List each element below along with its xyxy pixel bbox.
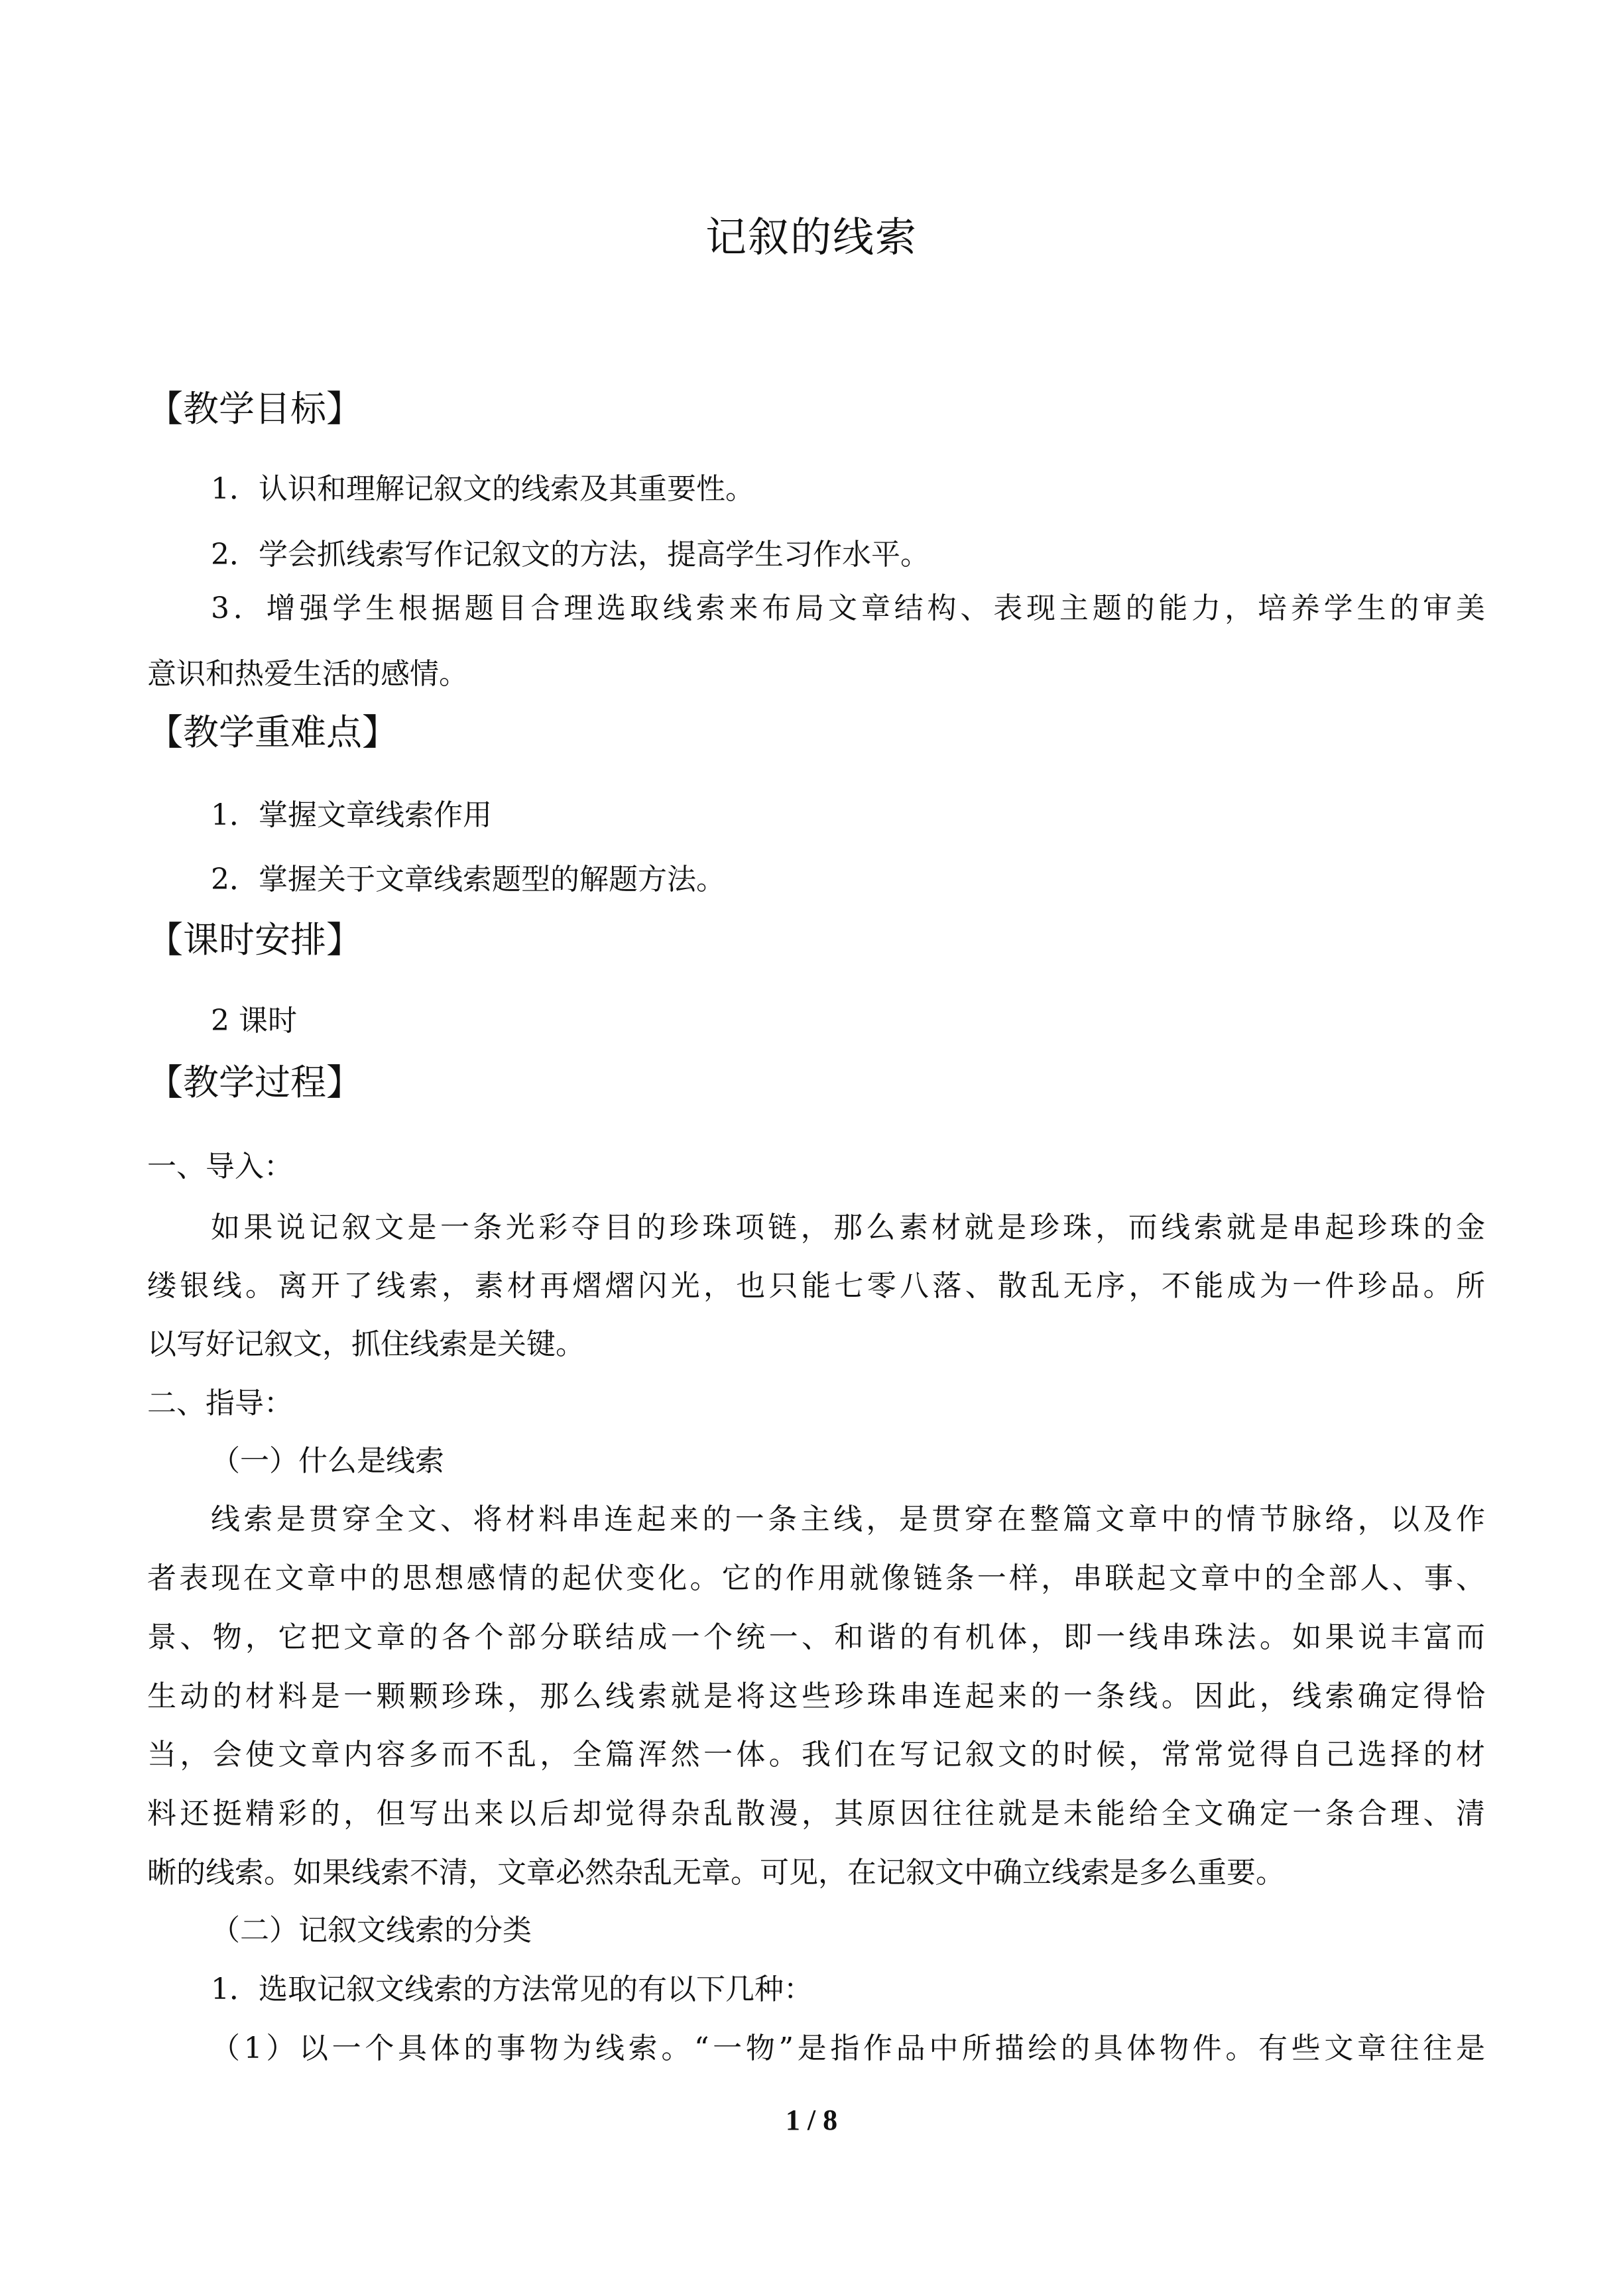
sub1-line-4: 生动的材料是一颗颗珍珠，那么线索就是将这些珍珠串连起来的一条线。因此，线索确定得恰 (147, 1679, 1485, 1713)
heading-key-points: 【教学重难点】 (147, 711, 398, 753)
sub2-item-1: 1．选取记叙文线索的方法常见的有以下几种： (211, 1972, 813, 2006)
key-point-item-1: 1．掌握文章线索作用 (211, 798, 492, 832)
schedule-text: 2 课时 (211, 1004, 297, 1038)
heading-objectives: 【教学目标】 (147, 388, 362, 430)
sub1-line-1: 线索是贯穿全文、将材料串连起来的一条主线，是贯穿在整篇文章中的情节脉络，以及作 (211, 1502, 1485, 1536)
key-point-item-2: 2．掌握关于文章线索题型的解题方法。 (211, 863, 725, 896)
intro-line-1: 如果说记叙文是一条光彩夺目的珍珠项链，那么素材就是珍珠，而线索就是串起珍珠的金 (211, 1211, 1485, 1244)
objective-item-3-continued: 意识和热爱生活的感情。 (147, 657, 468, 691)
intro-label: 一、导入： (147, 1150, 293, 1183)
sub1-line-5: 当，会使文章内容多而不乱，全篇浑然一体。我们在写记叙文的时候，常常觉得自己选择的材 (147, 1738, 1485, 1772)
subsection-1-label: （一）什么是线索 (211, 1444, 444, 1478)
subsection-2-label: （二）记叙文线索的分类 (211, 1913, 532, 1947)
sub1-line-7: 晰的线索。如果线索不清，文章必然杂乱无章。可见，在记叙文中确立线索是多么重要。 (147, 1856, 1285, 1890)
page-number: 1 / 8 (785, 2104, 838, 2136)
objective-item-3: 3．增强学生根据题目合理选取线索来布局文章结构、表现主题的能力，培养学生的审美 (211, 591, 1485, 625)
sub1-line-3: 景、物，它把文章的各个部分联结成一个统一、和谐的有机体，即一线串珠法。如果说丰富而 (147, 1620, 1485, 1654)
sub2-item-1-1: （1）以一个具体的事物为线索。“一物”是指作品中所描绘的具体物件。有些文章往往是 (211, 2031, 1485, 2065)
objective-item-1: 1．认识和理解记叙文的线索及其重要性。 (211, 472, 754, 506)
heading-schedule: 【课时安排】 (147, 919, 362, 961)
guide-label: 二、指导： (147, 1386, 293, 1420)
heading-process: 【教学过程】 (147, 1061, 362, 1103)
sub1-line-2: 者表现在文章中的思想感情的起伏变化。它的作用就像链条一样，串联起文章中的全部人、事、 (147, 1561, 1485, 1595)
objective-item-2: 2．学会抓线索写作记叙文的方法，提高学生习作水平。 (211, 538, 930, 572)
intro-line-3: 以写好记叙文，抓住线索是关键。 (147, 1327, 585, 1361)
page-title: 记叙的线索 (705, 213, 918, 261)
sub1-line-6: 料还挺精彩的，但写出来以后却觉得杂乱散漫，其原因往往就是未能给全文确定一条合理、清 (147, 1797, 1485, 1831)
intro-line-2: 缕银线。离开了线索，素材再熠熠闪光，也只能七零八落、散乱无序，不能成为一件珍品。所 (147, 1269, 1485, 1303)
